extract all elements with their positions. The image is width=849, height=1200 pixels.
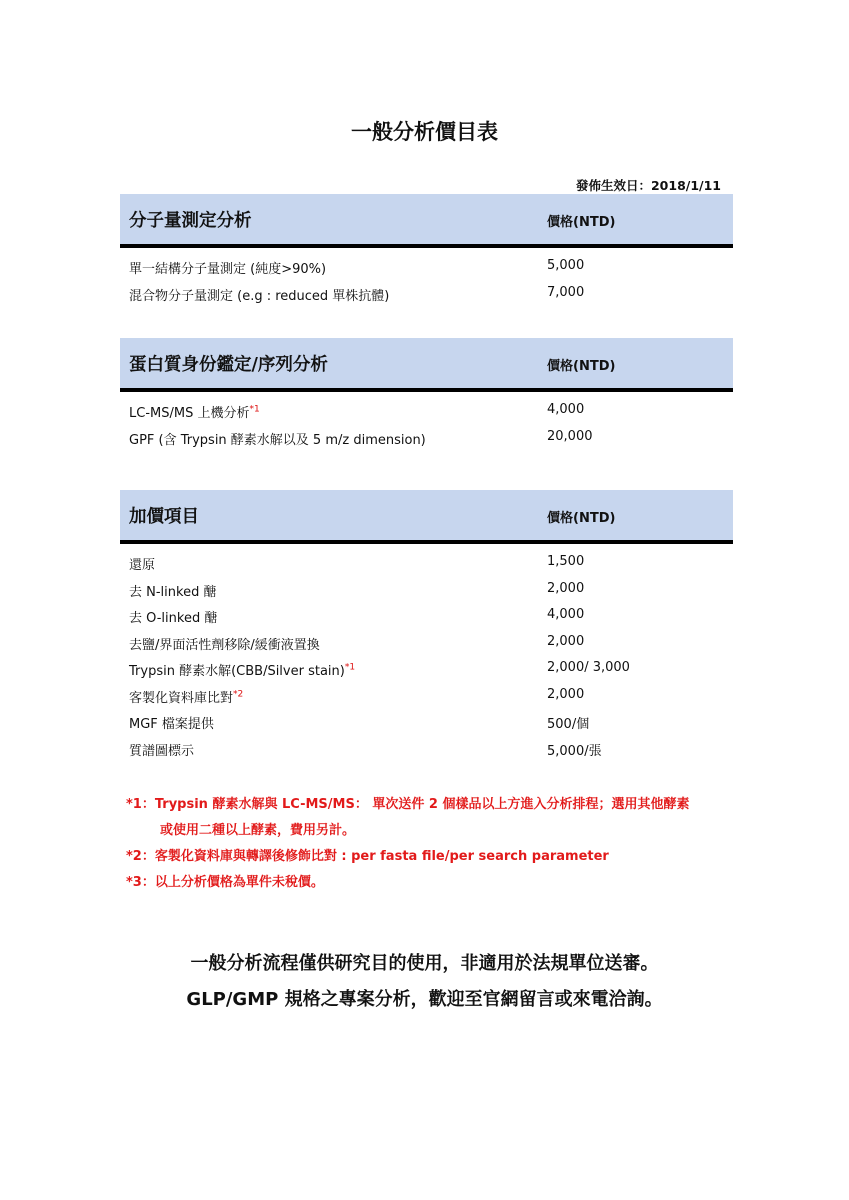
item-price: 7,000 xyxy=(547,284,585,300)
item-name: 去 O-linked 醣 xyxy=(129,611,218,626)
footnote-1-line-1: *1：Trypsin 酵素水解與 LC-MS/MS： 單次送件 2 個樣品以上方進入分析排程；選用其他酵素 xyxy=(126,797,690,812)
footnote-mark: *1 xyxy=(344,662,356,673)
item-name: 去鹽/界面活性劑移除/緩衝液置換 xyxy=(129,637,320,653)
section-header xyxy=(120,338,733,392)
table-row xyxy=(120,574,733,601)
item-price: 20,000 xyxy=(547,428,593,444)
disclaimer-line-2: GLP/GMP 規格之專案分析，歡迎至官網留言或來電洽詢。 xyxy=(186,989,663,1010)
section-title: 加價項目 xyxy=(129,507,199,527)
footnotes xyxy=(126,792,746,896)
footnote-mark: *2 xyxy=(233,689,244,700)
footnote-2: *2：客製化資料庫與轉譯後修飾比對 : per fasta file/per search parameter xyxy=(126,849,609,864)
table-row xyxy=(120,251,733,278)
table-row xyxy=(120,395,733,422)
footnote-1-line-2: 或使用二種以上酵素，費用另計。 xyxy=(160,823,356,838)
section-header xyxy=(120,490,733,544)
section-add-on-items xyxy=(120,490,733,759)
table-row xyxy=(120,706,733,733)
disclaimer xyxy=(0,946,849,1018)
table-row xyxy=(120,278,733,305)
table-row xyxy=(120,627,733,654)
item-name: 去 N-linked 醣 xyxy=(129,584,217,600)
price-column-header: 價格(NTD) xyxy=(547,359,616,374)
item-price: 4,000 xyxy=(547,607,585,622)
item-price: 5,000 xyxy=(547,258,585,273)
item-name: 質譜圖標示 xyxy=(129,743,195,759)
item-price: 5,000/張 xyxy=(547,743,602,759)
item-name: 還原 xyxy=(129,558,156,573)
item-name: Trypsin 酵素水解(CBB/Silver stain) xyxy=(129,664,345,679)
item-name: MGF 檔案提供 xyxy=(129,717,214,732)
item-price: 4,000 xyxy=(547,402,585,417)
table-row xyxy=(120,680,733,707)
item-price: 2,000 xyxy=(547,633,585,649)
item-name: 混合物分子量測定 (e.g : reduced 單株抗體) xyxy=(129,288,390,304)
disclaimer-line-1: 一般分析流程僅供研究目的使用，非適用於法規單位送審。 xyxy=(190,953,659,974)
section-title: 分子量測定分析 xyxy=(129,211,252,231)
item-price: 500/個 xyxy=(547,717,590,732)
section-title: 蛋白質身份鑑定/序列分析 xyxy=(129,355,328,375)
footnote-3: *3：以上分析價格為單件未稅價。 xyxy=(126,875,324,890)
section-protein-identification xyxy=(120,338,733,448)
table-row xyxy=(120,547,733,574)
page-title: 一般分析價目表 xyxy=(351,120,498,144)
publish-date: 發佈生效日：2018/1/11 xyxy=(575,178,721,193)
table-row xyxy=(120,653,733,680)
item-name: 客製化資料庫比對 xyxy=(129,690,234,706)
price-column-header: 價格(NTD) xyxy=(547,511,616,526)
item-name: 單一結構分子量測定 (純度>90%) xyxy=(129,262,327,277)
footnote-mark: *1 xyxy=(249,404,260,415)
item-price: 2,000 xyxy=(547,686,585,702)
item-price: 2,000 xyxy=(547,580,585,596)
item-name: LC-MS/MS 上機分析 xyxy=(129,406,250,421)
section-header xyxy=(120,194,733,248)
item-price: 1,500 xyxy=(547,554,585,569)
item-price: 2,000/ 3,000 xyxy=(547,660,630,675)
item-name: GPF (含 Trypsin 酵素水解以及 5 m/z dimension) xyxy=(129,432,426,448)
price-column-header: 價格(NTD) xyxy=(547,215,616,230)
table-row xyxy=(120,733,733,760)
section-molecular-weight xyxy=(120,194,733,304)
table-row xyxy=(120,422,733,449)
table-row xyxy=(120,600,733,627)
